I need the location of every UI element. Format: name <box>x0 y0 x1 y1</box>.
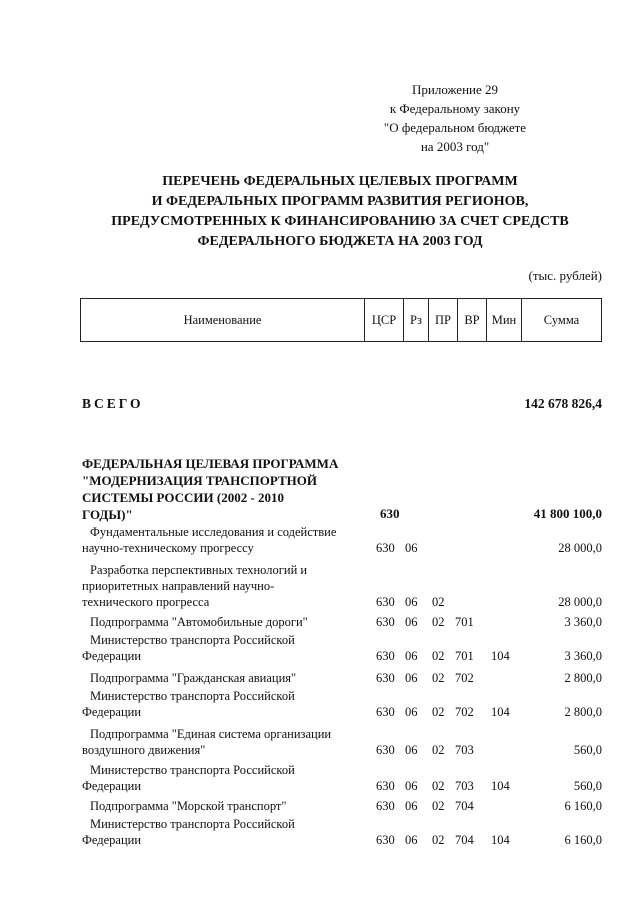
row-name-line: Подпрограмма "Автомобильные дороги" <box>90 615 308 629</box>
row-csr: 630 <box>376 615 395 629</box>
row-csr: 630 <box>376 779 395 793</box>
total-sum: 142 678 826,4 <box>524 396 602 411</box>
row-sum: 28 000,0 <box>558 541 602 555</box>
row-name-line: Министерство транспорта Российской <box>90 763 295 777</box>
row-vr: 703 <box>455 743 474 757</box>
header-pr: ПР <box>429 299 458 342</box>
row-pr: 02 <box>432 615 445 629</box>
row-csr: 630 <box>376 743 395 757</box>
row-name <box>82 798 362 814</box>
row-name-line: воздушного движения" <box>82 743 206 757</box>
table-row <box>0 562 640 610</box>
row-csr: 630 <box>376 833 395 847</box>
program-title-line: СИСТЕМЫ РОССИИ (2002 - 2010 <box>82 490 285 505</box>
row-min: 104 <box>491 705 510 719</box>
row-pr: 02 <box>432 743 445 757</box>
header-vr: ВР <box>458 299 487 342</box>
appendix-law-title: "О федеральном бюджете <box>383 120 527 135</box>
row-min: 104 <box>491 779 510 793</box>
row-pr: 02 <box>432 649 445 663</box>
row-sum: 2 800,0 <box>564 705 602 719</box>
appendix-number: Приложение 29 <box>411 82 499 97</box>
row-rz: 06 <box>405 833 418 847</box>
row-name <box>82 632 362 664</box>
row-name <box>82 524 362 556</box>
table-row <box>0 726 640 758</box>
document-title <box>80 172 600 252</box>
row-name <box>82 670 362 686</box>
row-name-line: Министерство транспорта Российской <box>90 817 295 831</box>
row-vr: 703 <box>455 779 474 793</box>
row-sum: 6 160,0 <box>564 799 602 813</box>
row-rz: 06 <box>405 799 418 813</box>
row-vr: 702 <box>455 705 474 719</box>
title-line: ПРЕДУСМОТРЕННЫХ К ФИНАНСИРОВАНИЮ ЗА СЧЕТ СРЕДСТВ <box>111 214 569 229</box>
row-name-line: Федерации <box>82 779 142 793</box>
row-sum: 3 360,0 <box>564 649 602 663</box>
program-title <box>82 455 382 523</box>
row-name-line: Подпрограмма "Морской транспорт" <box>90 799 287 813</box>
row-name <box>82 816 362 848</box>
row-name-line: Министерство транспорта Российской <box>90 689 295 703</box>
row-vr: 704 <box>455 799 474 813</box>
row-name-line: приоритетных направлений научно- <box>82 579 275 593</box>
row-rz: 06 <box>405 743 418 757</box>
header-name: Наименование <box>81 299 365 342</box>
row-rz: 06 <box>405 615 418 629</box>
row-vr: 704 <box>455 833 474 847</box>
row-sum: 2 800,0 <box>564 671 602 685</box>
row-pr: 02 <box>432 833 445 847</box>
row-name <box>82 726 362 758</box>
table-row <box>0 670 640 686</box>
row-rz: 06 <box>405 705 418 719</box>
program-title-line: ФЕДЕРАЛЬНАЯ ЦЕЛЕВАЯ ПРОГРАММА <box>82 456 339 471</box>
row-csr: 630 <box>376 595 395 609</box>
program-title-line: "МОДЕРНИЗАЦИЯ ТРАНСПОРТНОЙ <box>82 473 318 488</box>
title-line: ФЕДЕРАЛЬНОГО БЮДЖЕТА НА 2003 ГОД <box>197 234 483 249</box>
row-vr: 702 <box>455 671 474 685</box>
row-pr: 02 <box>432 671 445 685</box>
row-name <box>82 614 362 630</box>
row-name-line: Фундаментальные исследования и содействие <box>90 525 337 539</box>
row-name-line: Федерации <box>82 705 142 719</box>
row-name-line: Федерации <box>82 649 142 663</box>
program-csr: 630 <box>380 506 400 521</box>
table-row <box>0 614 640 630</box>
table-header <box>80 298 602 342</box>
appendix-law: к Федеральному закону <box>389 101 521 116</box>
row-name <box>82 688 362 720</box>
row-rz: 06 <box>405 649 418 663</box>
program-title-line: ГОДЫ)" <box>82 507 133 522</box>
row-pr: 02 <box>432 705 445 719</box>
row-vr: 701 <box>455 649 474 663</box>
row-min: 104 <box>491 649 510 663</box>
header-rz: Рз <box>404 299 429 342</box>
row-rz: 06 <box>405 541 418 555</box>
row-rz: 06 <box>405 779 418 793</box>
row-name-line: Федерации <box>82 833 142 847</box>
row-sum: 560,0 <box>573 779 602 793</box>
row-csr: 630 <box>376 705 395 719</box>
row-name-line: технического прогресса <box>82 595 210 609</box>
header-csr: ЦСР <box>365 299 404 342</box>
row-pr: 02 <box>432 799 445 813</box>
row-vr: 701 <box>455 615 474 629</box>
row-csr: 630 <box>376 541 395 555</box>
table-row <box>0 524 640 556</box>
row-sum: 3 360,0 <box>564 615 602 629</box>
appendix-law-year: на 2003 год" <box>420 139 490 154</box>
row-min: 104 <box>491 833 510 847</box>
total-label: ВСЕГО <box>82 396 144 411</box>
row-name <box>82 562 362 610</box>
table-row <box>0 688 640 720</box>
row-sum: 28 000,0 <box>558 595 602 609</box>
row-rz: 06 <box>405 671 418 685</box>
row-pr: 02 <box>432 779 445 793</box>
table-row <box>0 632 640 664</box>
title-line: ПЕРЕЧЕНЬ ФЕДЕРАЛЬНЫХ ЦЕЛЕВЫХ ПРОГРАММ <box>162 174 518 189</box>
row-name-line: Министерство транспорта Российской <box>90 633 295 647</box>
row-name-line: Подпрограмма "Гражданская авиация" <box>90 671 297 685</box>
row-name-line: Подпрограмма "Единая система организации <box>90 727 332 741</box>
row-rz: 06 <box>405 595 418 609</box>
row-name-line: Разработка перспективных технологий и <box>90 563 308 577</box>
table-row <box>0 816 640 848</box>
row-csr: 630 <box>376 671 395 685</box>
row-sum: 6 160,0 <box>564 833 602 847</box>
row-name-line: научно-техническому прогрессу <box>82 541 254 555</box>
units-label: (тыс. рублей) <box>528 268 602 283</box>
title-line: И ФЕДЕРАЛЬНЫХ ПРОГРАММ РАЗВИТИЯ РЕГИОНОВ, <box>151 194 529 209</box>
row-name <box>82 762 362 794</box>
table-row <box>0 762 640 794</box>
row-csr: 630 <box>376 649 395 663</box>
program-sum: 41 800 100,0 <box>533 506 602 521</box>
row-csr: 630 <box>376 799 395 813</box>
header-min: Мин <box>487 299 522 342</box>
appendix-block <box>330 80 580 156</box>
table-row <box>0 798 640 814</box>
row-pr: 02 <box>432 595 445 609</box>
row-sum: 560,0 <box>573 743 602 757</box>
header-sum: Сумма <box>522 299 602 342</box>
